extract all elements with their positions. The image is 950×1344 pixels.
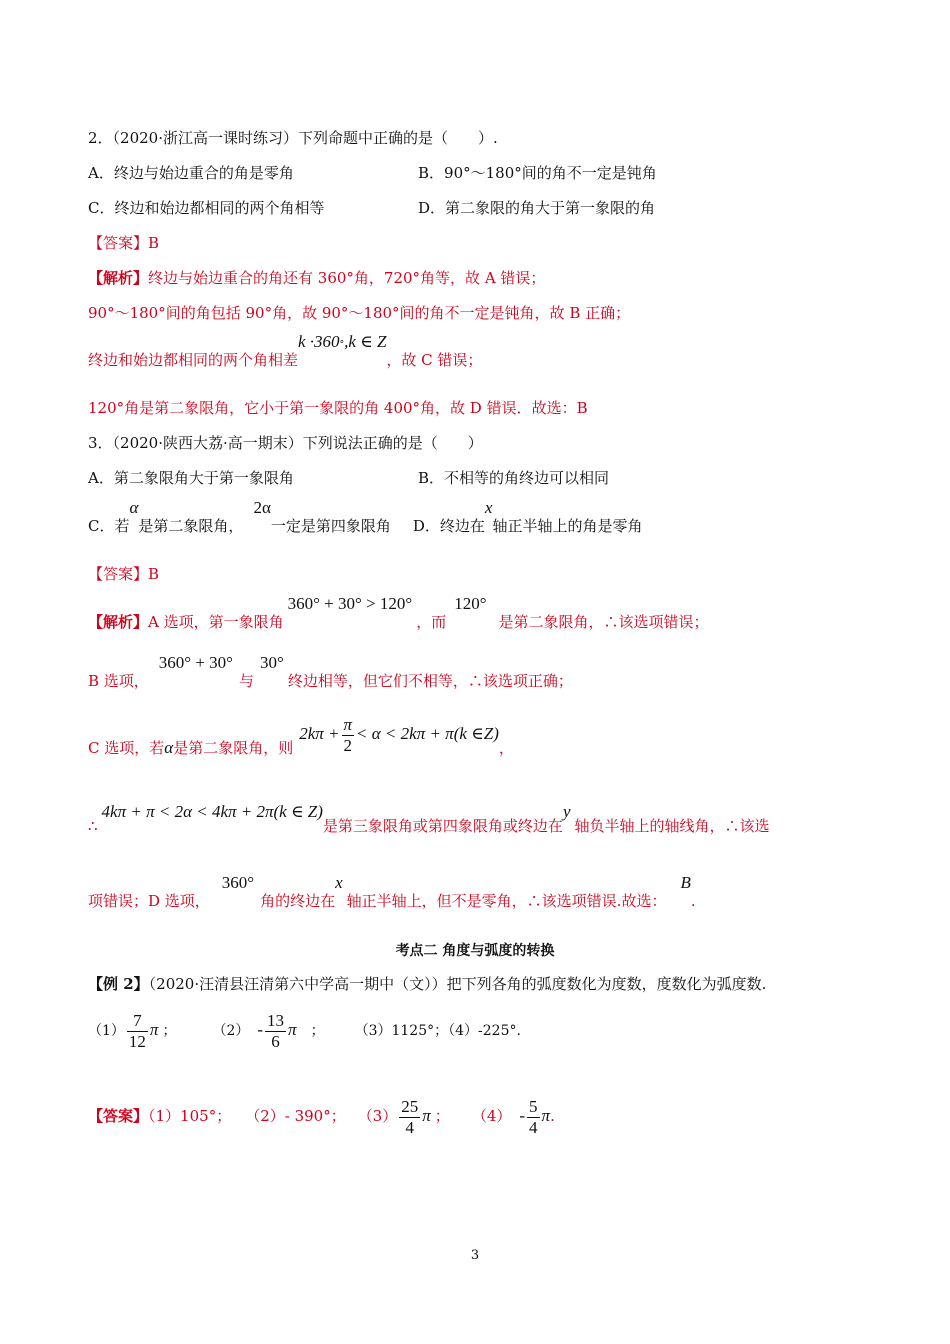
part-1-num: 7	[133, 1010, 142, 1030]
q3-explanation-4	[88, 802, 770, 836]
q2-option-c: C．终边和始边都相同的两个角相等	[88, 199, 325, 217]
q2-option-d: D．第二象限的角大于第一象限的角	[418, 199, 656, 217]
q3-c-pre: C．若	[88, 517, 130, 535]
section-title: 考点二 角度与弧度的转换	[395, 943, 555, 959]
q3-e3-post: ，	[498, 739, 514, 757]
q3-d-post: 轴正半轴上的角是零角	[492, 517, 643, 535]
q3-explanation-3	[88, 714, 514, 770]
answer-2: （2）- 390°；	[245, 1107, 346, 1125]
q3-e1-math2: 120°	[454, 594, 487, 613]
part-2-fraction	[265, 1011, 286, 1052]
q2-exp3-pre: 终边和始边都相同的两个角相差	[88, 351, 299, 369]
q2-exp1-text: 终边与始边重合的角还有 360°角，720°角等，故 A 错误；	[148, 269, 546, 287]
answer-4-sign: -	[519, 1106, 526, 1125]
q3-explanation-1	[88, 594, 709, 632]
q3-e4-pre: ∴	[88, 817, 98, 835]
q3-e4-math: 4kπ + π < 2α < 4kπ + 2π(k ∈ Z)	[101, 802, 323, 821]
explanation-tag: 【解析】	[88, 613, 149, 631]
q2-exp3-math2: ,k ∈ Z	[344, 332, 387, 351]
part-2-label: （2）	[212, 1023, 250, 1039]
example-2-stem	[88, 974, 766, 994]
q3-explanation-2	[88, 653, 573, 691]
part-1-den: 12	[128, 1031, 146, 1051]
q3-c-2alpha: 2α	[253, 498, 271, 517]
answer-1: （1）105°；	[148, 1107, 232, 1125]
q2-answer: 【答案】B	[88, 234, 160, 252]
q3-e2-pre: B 选项，	[88, 672, 149, 690]
q3-e3-fraction	[342, 715, 355, 756]
q3-e3-pre: C 选项，若	[88, 739, 165, 757]
answer-3-sep: ；	[434, 1107, 450, 1125]
q3-e4-y: y	[562, 802, 571, 821]
q3-e5-math: 360°	[221, 873, 255, 892]
q3-explanation-5	[88, 873, 696, 911]
q3-e4-mid: 是第三象限角或第四象限角或终边在	[322, 817, 563, 835]
part-2-sep: ；	[310, 1023, 325, 1039]
answer-tag: 【答案】	[88, 1107, 149, 1125]
q3-e1-pre: A 选项，第一象限角	[148, 613, 284, 631]
q2-option-a: A．终边与始边重合的角是零角	[88, 164, 294, 182]
q2-option-b: B．90°～180°间的角不一定是钝角	[418, 164, 657, 182]
q3-e2-post: 终边相等，但它们不相等，∴该选项正确；	[287, 672, 573, 690]
q3-e2-mid: 与	[238, 672, 254, 690]
q3-option-cd	[88, 498, 643, 536]
part-1-pi: π	[149, 1020, 159, 1039]
q3-e1-post: 是第二象限角，∴该选项错误；	[498, 613, 709, 631]
part-1-label: （1）	[88, 1023, 125, 1039]
answer-3-den: 4	[399, 1117, 420, 1138]
example-tag: 【例 2】	[88, 975, 149, 993]
q3-e3-m2: < α < 2kπ + π(k ∈Z)	[356, 724, 499, 743]
q3-d-x: x	[484, 498, 493, 517]
q3-e3-m1: 2kπ +	[299, 724, 340, 743]
answer-4-fraction	[527, 1097, 540, 1138]
degree-mark: °	[339, 340, 345, 350]
example-2-parts	[88, 1010, 521, 1052]
q2-explanation-1	[88, 268, 545, 288]
q3-option-a: A．第二象限角大于第一象限角	[88, 469, 294, 487]
answer-3-pi: π	[422, 1106, 431, 1125]
answer-4-den: 4	[529, 1117, 538, 1137]
q3-e5-mid2: 轴正半轴上，但不是零角，∴该选项错误.故选：	[346, 892, 667, 910]
q3-e1-math: 360° + 30° > 120°	[287, 594, 413, 613]
q3-c-mid: 是第二象限角，	[138, 517, 244, 535]
q3-e5-b: B	[680, 873, 691, 892]
q2-exp3-post: ，故 C 错误；	[386, 351, 483, 369]
part-1-fraction	[127, 1011, 148, 1052]
q2-explanation-2: 90°～180°间的角包括 90°角，故 90°～180°间的角不一定是钝角，故 B 正确；	[88, 304, 631, 322]
answer-4-end: .	[550, 1107, 555, 1125]
q3-answer: 【答案】B	[88, 565, 160, 583]
q3-e3-frac-num: π	[343, 714, 353, 734]
q3-e1-mid: ，而	[416, 613, 447, 631]
q3-e4-post: 轴负半轴上的轴线角，∴该选	[574, 817, 770, 835]
answer-3-num: 25	[401, 1096, 419, 1116]
q2-exp3-math: k ·360	[298, 332, 340, 351]
example-2-answer	[88, 1096, 555, 1138]
q2-explanation-4: 120°角是第二象限角，它小于第一象限的角 400°角，故 D 错误．故选：B	[88, 399, 588, 417]
part-2-sign: -	[257, 1020, 264, 1039]
q3-e5-pre: 项错误；D 选项，	[88, 892, 210, 910]
q2-explanation-3	[88, 332, 483, 373]
q2-stem: 2．（2020·浙江高一课时练习）下列命题中正确的是（ ）.	[88, 129, 498, 147]
answer-4-label: （4）	[471, 1107, 512, 1125]
part-2-num: 13	[267, 1010, 285, 1030]
q3-e5-post: .	[690, 892, 696, 910]
q3-option-b: B．不相等的角终边可以相同	[418, 469, 610, 487]
answer-3-label: （3）	[357, 1107, 398, 1125]
answer-4-pi: π	[541, 1106, 551, 1125]
answer-3-fraction	[399, 1097, 420, 1138]
q3-stem: 3．（2020·陕西大荔·高一期末）下列说法正确的是（ ）	[88, 434, 483, 452]
q3-e3-frac-den: 2	[342, 735, 355, 756]
q3-e3-mid: 是第二象限角，则	[173, 739, 294, 757]
q3-e5-x: x	[335, 873, 343, 892]
explanation-tag: 【解析】	[88, 269, 149, 287]
answer-4-num: 5	[529, 1096, 538, 1116]
q3-e2-math2: 30°	[260, 653, 284, 672]
q3-e2-math: 360° + 30°	[158, 653, 233, 672]
example-text: （2020·汪清县汪清第六中学高一期中（文））把下列各角的弧度数化为度数，度数化为弧度数.	[148, 975, 767, 993]
part-2-pi: π	[288, 1020, 297, 1039]
q3-c-alpha: α	[129, 498, 139, 517]
q3-e5-mid: 角的终边在	[260, 892, 336, 910]
part-1-sep: ；	[162, 1023, 177, 1039]
part-3-4: （3）1125°；（4）-225°.	[354, 1023, 521, 1039]
q3-e3-alpha: α	[164, 738, 174, 757]
q3-d-pre: D．终边在	[412, 517, 485, 535]
page-number: 3	[470, 1248, 480, 1263]
q3-c-post: 一定是第四象限角	[270, 517, 391, 535]
part-2-den: 6	[265, 1031, 286, 1052]
